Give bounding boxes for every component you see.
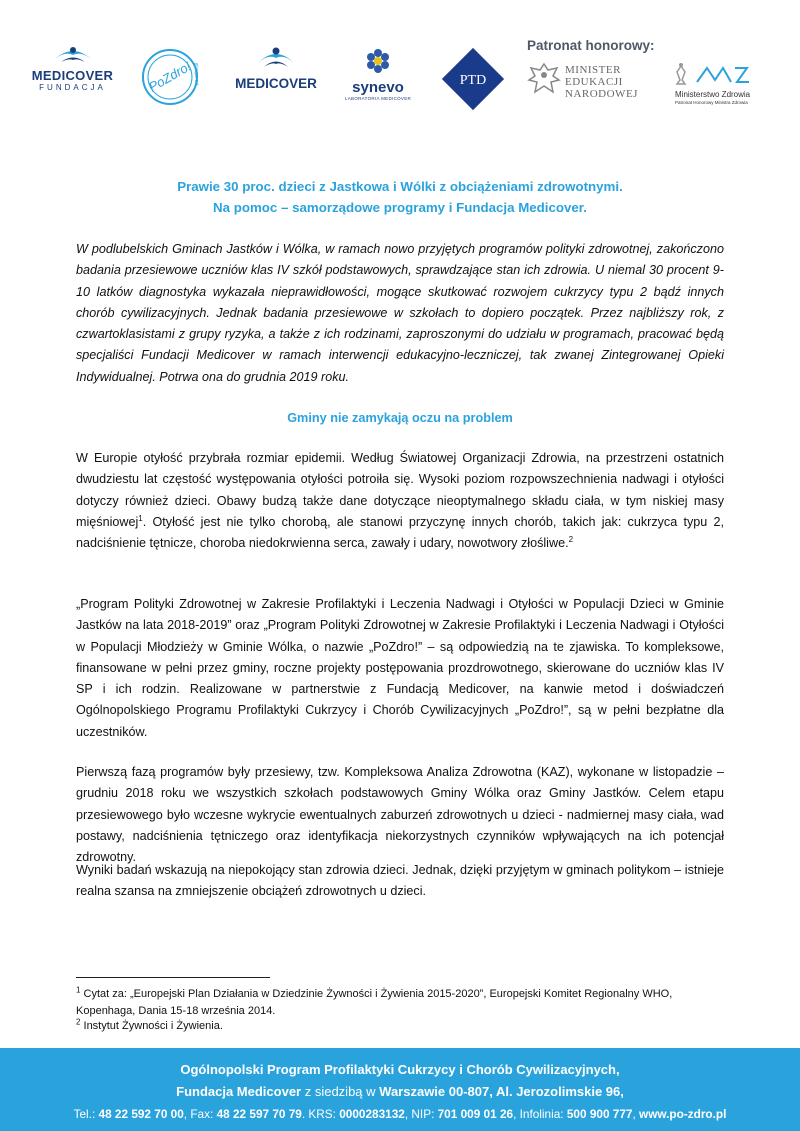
paragraph-1-text-b: . Otyłość jest nie tylko chorobą, ale stanowi przyczynę innych chorób, takich jak: cukrzyca typu 2, nadciśnienie tętnicze, choroba niedokrwienna serca, zawały i udary, nowotwory złośliwe.: [76, 514, 724, 551]
medicover-logo: [228, 45, 324, 91]
paragraph-1: [76, 448, 724, 554]
footer-website-link[interactable]: www.po-zdro.pl: [639, 1107, 727, 1121]
footer-krs-label: . KRS:: [301, 1107, 340, 1121]
logo-bar: [30, 40, 770, 120]
footer-krs: 0000283132: [339, 1107, 405, 1121]
minister-line3: NARODOWEJ: [565, 88, 638, 100]
ptd-logo: [438, 44, 508, 114]
minister-edukacji-logo: [527, 60, 657, 110]
paragraph-1-text-a: W Europie otyłość przybrała rozmiar epidemii. Według Światowej Organizacji Zdrowia, na przestrzeni ostatnich dwudziestu lat częstość występowania otyłości potroiła się. Wysoki poziom rozpowszechnienia nadwagi i otyłości dotyczy również dzieci. Obawy budzą także dane dotyczące nieoptymalnego składu ciała, w tym niskiej masy mięśniowej: [76, 451, 724, 529]
medicover-fundacja-sub: FUNDACJA: [39, 83, 106, 92]
footnote-2-mark: 2: [76, 1017, 81, 1027]
footnote-1-text: Cytat za: „Europejski Plan Działania w Dziedzinie Żywności i Żywienia 2015-2020”, Europejski Komitet Regionalny WHO, Kopenhaga, Dania 15-18 września 2014.: [76, 988, 673, 1017]
footer-tel[interactable]: 48 22 592 70 00: [98, 1107, 184, 1121]
minister-line2: EDUKACJI: [565, 76, 623, 88]
intro-paragraph: W podlubelskich Gminach Jastków i Wólka, w ramach nowo przyjętych programów polityki zdrowotnej, zakończono badania przesiewowe uczniów klas IV szkół podstawowych, sprawdzające stan ich zdrowia. U niemal 30 procent 9-10 latków diagnostyka wykazała nieprawidłowości, mogące skutkować rozwojem cukrzycy typu 2 bądź innych chorób cywilizacyjnych. Jednak badania przesiewowe w szkołach to dopiero początek. Przez najbliższy rok, z czwartoklasistami z grupy ryzyka, a także z ich rodzinami, zaproszonymi do udziału w programach, pracować będą specjaliści Fundacji Medicover w ramach interwencji edukacyjno-leczniczej, tak zwanej Zintegrowanej Opieki Indywidualnej. Potrwa ona do grudnia 2019 roku.: [76, 242, 724, 384]
footer-seat-label: z siedzibą w: [301, 1084, 380, 1099]
ministerstwo-zdrowia-emblem-icon: [675, 60, 775, 88]
pozdro-logo-url: po-zdro.pl: [194, 62, 200, 85]
ministerstwo-zdrowia-logo: [675, 60, 785, 110]
footer-sep: ,: [632, 1107, 640, 1121]
paragraph-2: „Program Polityki Zdrowotnej w Zakresie Profilaktyki i Leczenia Nadwagi i Otyłości w Populacji Dzieci w Gminie Jastków na lata 2018-2019” oraz „Program Polityki Zdrowotnej w Zakresie Profilaktyki i Leczenia Nadwagi i Otyłości w Populacji Młodzieży w Gminie Wólka, o nazwie „PoZdro!” – są odpowiedzią na te zjawiska. To kompleksowe, finansowane w pełni przez gminy, roczne projekty postępowania prozdrowotnego, skierowane do uczniów klas IV SP i ich rodzin. Realizowane w partnerstwie z Fundacją Medicover, na kanwie metod i doświadczeń Ogólnopolskiego Programu Profilaktyki Cukrzycy i Chorób Cywilizacyjnych „PoZdro!”, są w pełni bezpłatne dla uczestników.: [76, 597, 724, 739]
ministerstwo-sub: Patronat Honorowy Ministra Zdrowia: [675, 100, 748, 105]
section-heading: Gminy nie zamykają oczu na problem: [287, 411, 513, 425]
footer-line3: [0, 1106, 800, 1122]
title-line2: Na pomoc – samorządowe programy i Fundacja Medicover.: [213, 200, 587, 215]
medicover-wing-icon: [256, 45, 296, 71]
paragraph-3: Pierwszą fazą programów były przesiewy, tzw. Kompleksowa Analiza Zdrowotna (KAZ), wykonane w listopadzie – grudniu 2018 roku we wszystkich szkołach podstawowych Gminy Wólka oraz Gminy Jastków. Celem etapu przesiewowego było wczesne wykrycie ewentualnych zaburzeń zdrowotnych u dzieci - nadmiernej masy ciała, wad postawy, nadciśnienia tętniczego oraz identyfikacja niekorzystnych czynników wpływających na ich potencjał zdrowotny.: [76, 765, 724, 865]
footer-nip-label: , NIP:: [404, 1107, 438, 1121]
footer-infolinia[interactable]: 500 900 777: [566, 1107, 633, 1121]
page-title: [0, 176, 800, 218]
footnote-1: [76, 986, 724, 1020]
pozdro-logo: [140, 45, 204, 109]
footnote-1-mark: 1: [76, 985, 81, 995]
eagle-emblem-icon: [527, 60, 561, 100]
footer-bar: [0, 1048, 800, 1131]
patronat-label: Patronat honorowy:: [527, 38, 655, 53]
footer-tel-label: Tel.:: [73, 1107, 99, 1121]
footer-fax-label: , Fax:: [183, 1107, 217, 1121]
medicover-fundacja-logo: [30, 45, 115, 92]
footer-line2: [0, 1084, 800, 1100]
ministerstwo-name: Ministerstwo Zdrowia: [675, 90, 751, 99]
pozdro-logo-text: PoZdro!: [145, 58, 194, 95]
synevo-flower-icon: [365, 48, 391, 74]
footnote-ref-1[interactable]: 1: [138, 513, 143, 523]
ptd-logo-text: PTD: [459, 73, 487, 88]
title-line1: Prawie 30 proc. dzieci z Jastkowa i Wólki z obciążeniami zdrowotnymi.: [177, 179, 623, 194]
footnote-2-text: Instytut Żywności i Żywienia.: [80, 1020, 223, 1032]
footer-line1: Ogólnopolski Program Profilaktyki Cukrzycy i Chorób Cywilizacyjnych,: [180, 1062, 620, 1077]
minister-line1: MINISTER: [565, 64, 621, 76]
footer-org: Fundacja Medicover: [176, 1084, 302, 1099]
medicover-wing-icon: [53, 45, 93, 67]
medicover-fundacja-name: MEDICOVER: [31, 68, 114, 83]
footer-address: Warszawie 00-807, Al. Jerozolimskie 96,: [379, 1084, 624, 1099]
footnote-ref-2[interactable]: 2: [568, 535, 574, 544]
footnote-divider: [76, 977, 270, 978]
medicover-name: MEDICOVER: [235, 76, 317, 91]
paragraph-4: Wyniki badań wskazują na niepokojący stan zdrowia dzieci. Jednak, dzięki przyjętym w gminach politykom – istnieje realna szansa na zmniejszenie obciążeń zdrowotnych u dzieci.: [76, 863, 724, 899]
synevo-name: synevo: [352, 79, 404, 96]
synevo-sub: LABORATORIA MEDICOVER: [344, 96, 412, 101]
footer-nip: 701 009 01 26: [437, 1107, 514, 1121]
footer-fax: 48 22 597 70 79: [216, 1107, 302, 1121]
synevo-logo: [342, 48, 414, 101]
footer-info-label: , Infolinia:: [513, 1107, 567, 1121]
patronat-block: [527, 38, 777, 105]
footnote-2: [76, 1018, 724, 1035]
